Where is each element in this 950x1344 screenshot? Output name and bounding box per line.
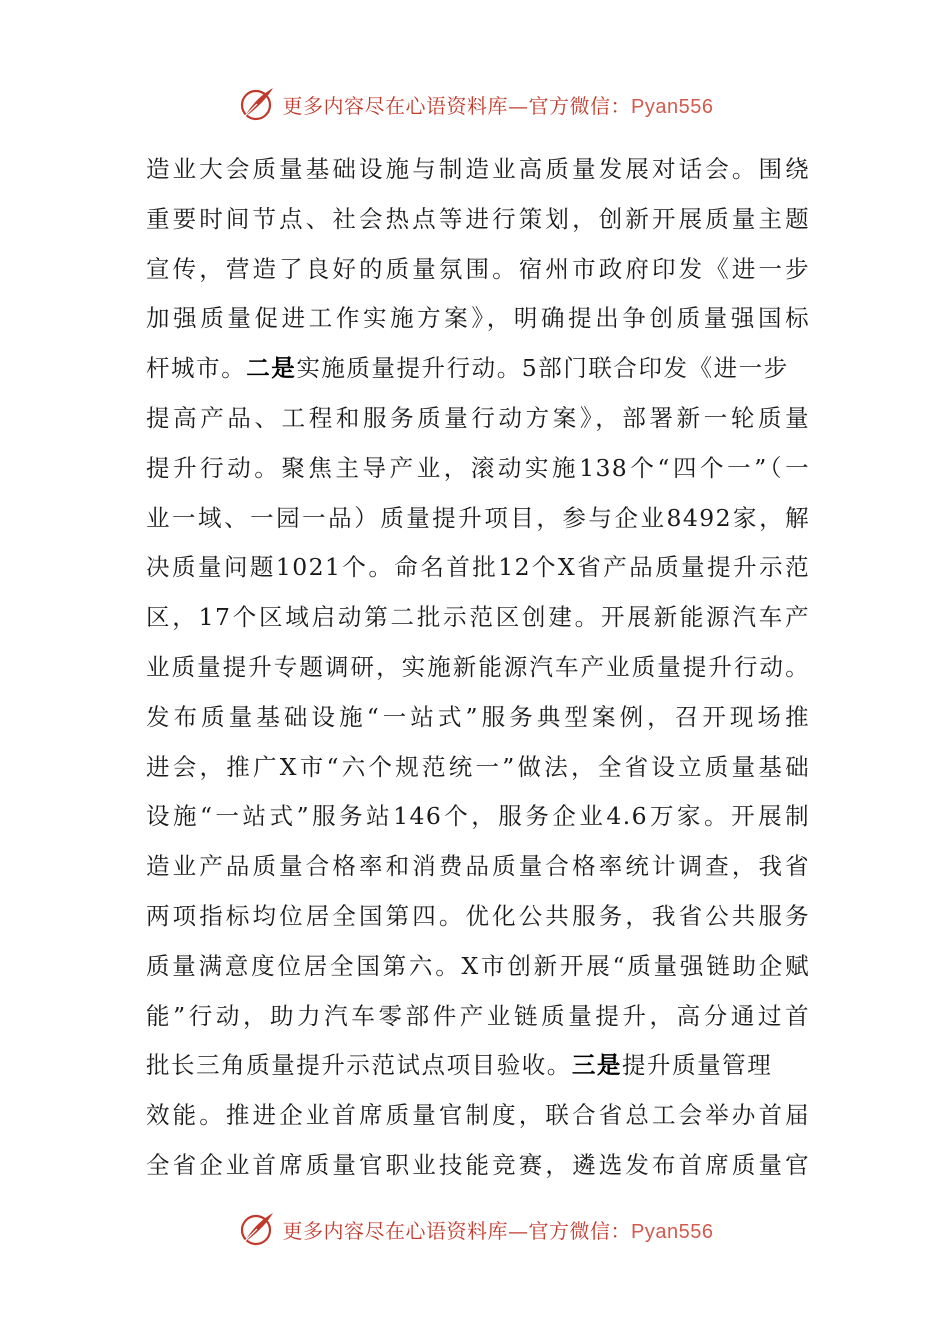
text-line: 业一域、一园一品）质量提升项目，参与企业8492家，解 bbox=[146, 503, 810, 532]
text-line: 加强质量促进工作实施方案》，明确提出争创质量强国标 bbox=[146, 304, 810, 333]
text-line: 质量满意度位居全国第六。X市创新开展“质量强链助企赋 bbox=[146, 951, 810, 980]
feather-pen-logo-icon bbox=[237, 84, 277, 124]
text-line: 能”行动，助力汽车零部件产业链质量提升，高分通过首 bbox=[146, 1001, 810, 1030]
text-line: 两项指标均位居全国第四。优化公共服务，我省公共服务 bbox=[146, 901, 810, 930]
text-line: 重要时间节点、社会热点等进行策划，创新开展质量主题 bbox=[146, 204, 810, 233]
text-line: 提高产品、工程和服务质量行动方案》，部署新一轮质量 bbox=[146, 403, 810, 432]
watermark-banner-top bbox=[0, 82, 950, 126]
document-body bbox=[146, 145, 810, 1191]
text-line: 效能。推进企业首席质量官制度，联合省总工会举办首届 bbox=[146, 1101, 810, 1130]
watermark-text bbox=[283, 1215, 714, 1244]
watermark-banner-bottom bbox=[0, 1207, 950, 1251]
text-line: 提升行动。聚焦主导产业，滚动实施138个“四个一”（一 bbox=[146, 453, 810, 482]
text-line: 决质量问题1021个。命名首批12个X省产品质量提升示范 bbox=[146, 553, 810, 582]
section-marker-two: 二是 bbox=[246, 354, 297, 383]
text-line: 造业大会质量基础设施与制造业高质量发展对话会。围绕 bbox=[146, 155, 810, 183]
text-line: 业质量提升专题调研，实施新能源汽车产业质量提升行动。 bbox=[146, 652, 810, 681]
text-line: 批长三角质量提升示范试点项目验收。三是提升质量管理 bbox=[146, 1051, 773, 1080]
watermark-label: 更多内容尽在心语资料库—官方微信： bbox=[282, 93, 632, 118]
text-line: 区，17个区域启动第二批示范区创建。开展新能源汽车产 bbox=[146, 603, 810, 632]
text-line: 宣传，营造了良好的质量氛围。宿州市政府印发《进一步 bbox=[146, 254, 810, 283]
feather-pen-logo-icon bbox=[237, 1209, 277, 1249]
text-line: 发布质量基础设施“一站式”服务典型案例，召开现场推 bbox=[146, 702, 810, 731]
text-line: 杆城市。二是实施质量提升行动。5部门联合印发《进一步 bbox=[146, 354, 789, 383]
text-line: 设施“一站式”服务站146个，服务企业4.6万家。开展制 bbox=[146, 802, 810, 831]
text-line: 造业产品质量合格率和消费品质量合格率统计调查，我省 bbox=[146, 852, 810, 881]
text-line: 进会，推广X市“六个规范统一”做法，全省设立质量基础 bbox=[146, 752, 810, 781]
watermark-wechat-id: Pyan556 bbox=[631, 1220, 714, 1243]
text-line: 全省企业首席质量官职业技能竞赛，遴选发布首席质量官 bbox=[146, 1150, 810, 1179]
watermark-label: 更多内容尽在心语资料库—官方微信： bbox=[282, 1218, 632, 1243]
watermark-wechat-id: Pyan556 bbox=[631, 95, 714, 118]
section-marker-three: 三是 bbox=[571, 1051, 622, 1080]
watermark-text bbox=[283, 90, 714, 119]
